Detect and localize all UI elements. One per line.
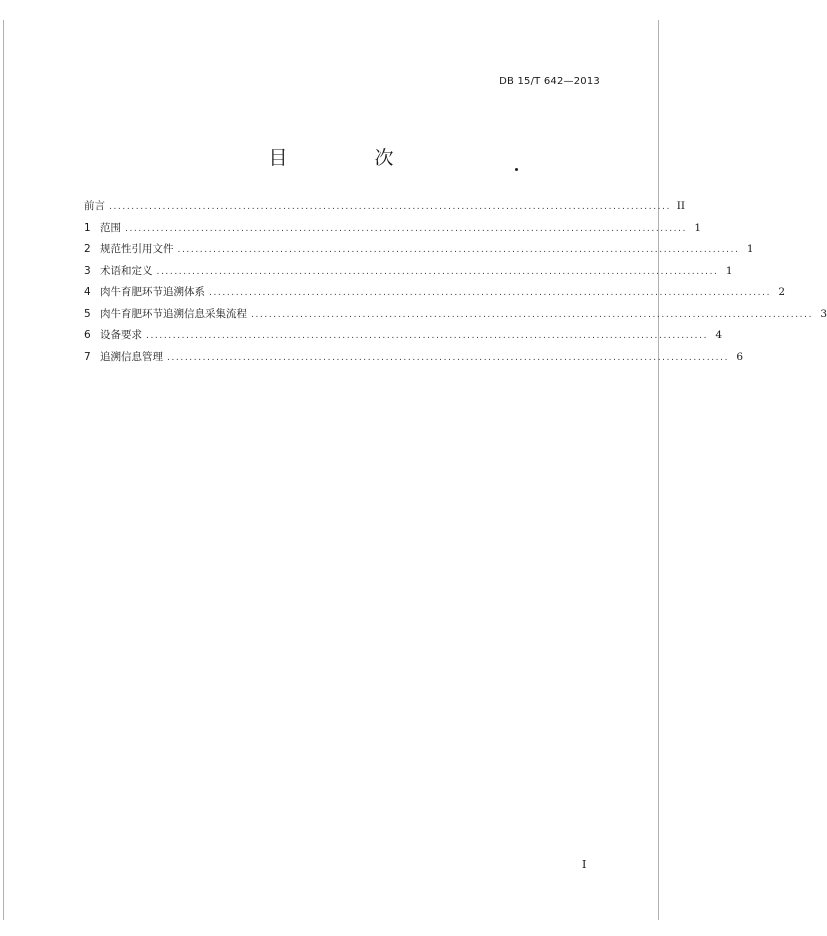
toc-entry-label: 肉牛育肥环节追溯体系 bbox=[100, 286, 205, 298]
toc-entry-label: 范围 bbox=[100, 221, 121, 234]
toc-entry-number: 1 bbox=[84, 221, 91, 234]
toc-entry-page: 1 bbox=[725, 264, 733, 277]
toc-entry-label: 设备要求 bbox=[100, 329, 142, 341]
toc-entry-page: II bbox=[676, 200, 686, 212]
toc-title: 目 次 bbox=[268, 147, 428, 169]
toc-entry-page: 1 bbox=[694, 221, 702, 234]
table-of-contents bbox=[84, 198, 827, 370]
toc-entry-information-management[interactable] bbox=[84, 349, 744, 371]
toc-entry-number: 2 bbox=[84, 243, 91, 255]
toc-entry-page: 3 bbox=[820, 307, 827, 320]
toc-leader-dots: .............................................................................................................................. bbox=[146, 331, 709, 341]
toc-entry-number: 6 bbox=[84, 329, 91, 341]
toc-entry-terms-definitions[interactable] bbox=[84, 263, 733, 285]
toc-entry-number: 5 bbox=[84, 307, 91, 320]
toc-leader-dots: .............................................................................................................................. bbox=[177, 245, 740, 255]
toc-entry-equipment-requirements[interactable] bbox=[84, 327, 723, 349]
toc-entry-normative-references[interactable] bbox=[84, 241, 754, 263]
toc-entry-page: 1 bbox=[746, 243, 754, 255]
toc-entry-label: 术语和定义 bbox=[100, 264, 153, 277]
toc-entry-label: 规范性引用文件 bbox=[100, 243, 174, 255]
document-id: DB 15/T 642—2013 bbox=[499, 76, 600, 87]
toc-entry-label: 追溯信息管理 bbox=[100, 350, 163, 363]
toc-entry-label: 肉牛育肥环节追溯信息采集流程 bbox=[100, 307, 247, 320]
toc-entry-scope[interactable] bbox=[84, 220, 702, 242]
toc-leader-dots: .............................................................................................................................. bbox=[167, 352, 730, 363]
toc-leader-dots: .............................................................................................................................. bbox=[125, 223, 688, 234]
toc-entry-label: 前言 bbox=[84, 200, 105, 212]
page-number: I bbox=[582, 858, 587, 871]
toc-leader-dots: .............................................................................................................................. bbox=[251, 309, 814, 320]
toc-leader-dots: .............................................................................................................................. bbox=[156, 266, 719, 277]
toc-entry-collection-process[interactable] bbox=[84, 306, 827, 328]
scan-speck bbox=[515, 168, 518, 171]
toc-entry-page: 6 bbox=[736, 350, 744, 363]
toc-leader-dots: .............................................................................................................................. bbox=[209, 288, 772, 298]
toc-entry-number: 4 bbox=[84, 286, 91, 298]
toc-entry-page: 4 bbox=[715, 329, 723, 341]
toc-entry-number: 7 bbox=[84, 350, 91, 363]
toc-entry-number: 3 bbox=[84, 264, 91, 277]
toc-entry-page: 2 bbox=[778, 286, 786, 298]
toc-entry-traceability-system[interactable] bbox=[84, 284, 786, 306]
toc-leader-dots: .............................................................................................................................. bbox=[109, 202, 672, 212]
toc-entry-foreword[interactable] bbox=[84, 198, 686, 220]
